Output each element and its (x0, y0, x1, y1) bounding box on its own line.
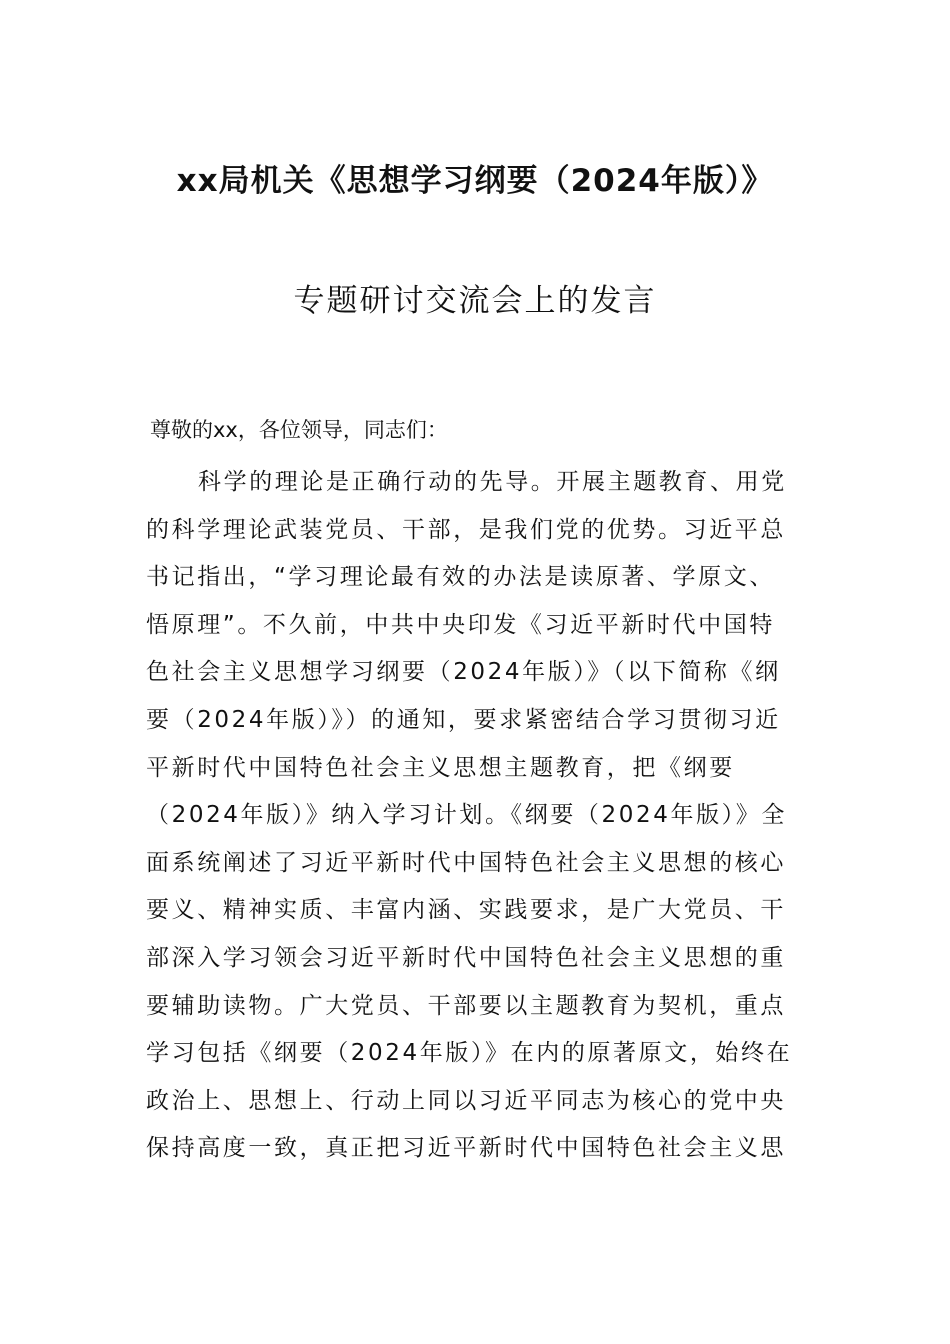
paragraph-line: 的科学理论武装党员、干部，是我们党的优势。习近平总 (146, 516, 786, 543)
paragraph-line: 面系统阐述了习近平新时代中国特色社会主义思想的核心 (146, 849, 786, 876)
document-title-line-1: xx局机关《思想学习纲要（2024年版）》 (176, 163, 774, 199)
body-paragraph (146, 459, 806, 1173)
paragraph-line: 悟原理”。不久前，中共中央印发《习近平新时代中国特 (146, 611, 775, 638)
paragraph-line: 平新时代中国特色社会主义思想主题教育，把《纲要 (146, 754, 735, 781)
paragraph-line: 科学的理论是正确行动的先导。开展主题教育、用党 (198, 469, 787, 495)
paragraph-line: （2024年版）》纳入学习计划。《纲要（2024年版）》全 (146, 802, 787, 829)
paragraph-line: 要辅助读物。广大党员、干部要以主题教育为契机，重点 (146, 992, 786, 1019)
paragraph-line: 部深入学习领会习近平新时代中国特色社会主义思想的重 (146, 944, 786, 971)
salutation: 尊敬的xx，各位领导，同志们： (150, 418, 448, 442)
paragraph-line: 学习包括《纲要（2024年版）》在内的原著原文，始终在 (146, 1040, 793, 1067)
paragraph-line: 色社会主义思想学习纲要（2024年版）》（以下简称《纲 (146, 659, 781, 686)
document-title-line-2: 专题研讨交流会上的发言 (293, 283, 657, 319)
paragraph-line: 要（2024年版）》）的通知，要求紧密结合学习贯彻习近 (146, 706, 781, 733)
paragraph-line: 保持高度一致，真正把习近平新时代中国特色社会主义思 (146, 1135, 786, 1162)
paragraph-line: 书记指出，“学习理论最有效的办法是读原著、学原文、 (146, 564, 775, 591)
paragraph-line: 政治上、思想上、行动上同以习近平同志为核心的党中央 (146, 1087, 786, 1114)
paragraph-line: 要义、精神实质、丰富内涵、实践要求，是广大党员、干 (146, 897, 786, 924)
